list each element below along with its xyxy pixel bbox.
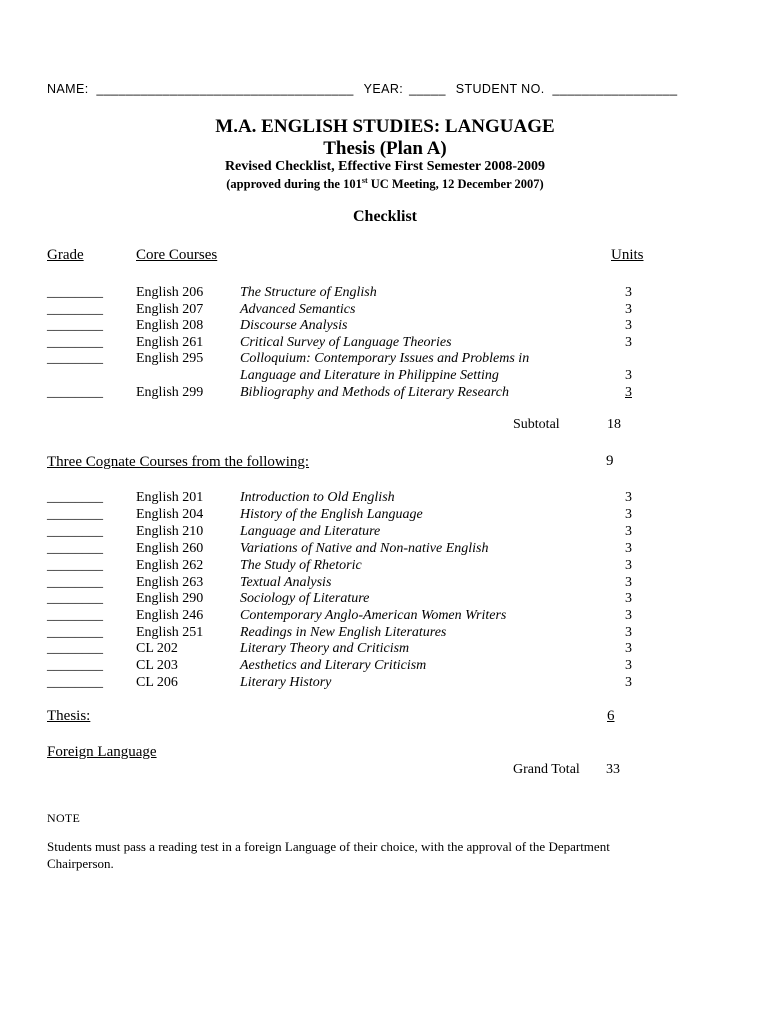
course-units: 3 [625,318,632,333]
ordinal-suffix: st [361,176,368,185]
grade-blank[interactable]: ________ [47,675,103,690]
course-title: The Study of Rhetoric [240,557,362,573]
course-code: English 208 [136,318,204,333]
course-code: English 299 [136,385,204,400]
course-code: English 246 [136,608,204,623]
course-code: English 204 [136,507,204,522]
course-code: English 207 [136,301,204,317]
grade-blank[interactable]: ________ [47,334,103,350]
course-units: 3 [625,285,632,300]
course-title: Aesthetics and Literary Criticism [240,658,427,673]
subtotal-label: Subtotal [513,417,560,432]
note-text-line1: Students must pass a reading test in a foreign Language of their choice, with the approval of the Department [47,839,610,854]
cognate-course-row [0,607,770,624]
cognate-course-row [0,640,770,657]
note-label: NOTE [47,811,81,825]
course-units: 3 [625,675,632,690]
grand-total-label: Grand Total [513,762,580,777]
course-title: Critical Survey of Language Theories [240,334,452,350]
course-units: 3 [625,625,632,640]
course-code: CL 206 [136,675,178,690]
core-courses-heading: Core Courses [136,247,218,263]
course-units: 3 [625,368,632,383]
course-title: Variations of Native and Non-native English [240,541,489,556]
cognate-course-row [0,590,770,607]
course-title: Colloquium: Contemporary Issues and Problems in [240,351,530,366]
grade-blank[interactable]: ________ [47,574,103,590]
course-title: Textual Analysis [240,574,332,590]
name-label: NAME: [47,82,89,96]
checklist-heading: Checklist [353,208,417,225]
course-title: Literary Theory and Criticism [240,641,410,656]
course-code: English 262 [136,557,204,573]
course-title: Literary History [240,675,332,690]
program-title: M.A. ENGLISH STUDIES: LANGUAGE [215,116,555,137]
grade-heading: Grade [47,247,84,263]
grade-blank[interactable]: ________ [47,351,103,366]
name-field[interactable]: ___________________________________ [96,82,354,96]
course-code: English 295 [136,351,204,366]
core-course-row [0,350,770,367]
course-code: English 260 [136,541,204,556]
thesis-units: 6 [607,708,615,724]
revision-note: Revised Checklist, Effective First Semester 2008-2009 [224,159,546,174]
course-units: 3 [625,385,632,400]
year-field[interactable]: _____ [409,82,446,96]
course-title: Bibliography and Methods of Literary Research [240,385,509,400]
course-units: 3 [625,334,632,350]
grade-blank[interactable]: ________ [47,385,103,400]
course-title: Advanced Semantics [240,301,356,317]
course-title: Language and Literature [240,524,381,539]
cognate-heading: Three Cognate Courses from the following: [47,454,310,470]
grade-blank[interactable]: ________ [47,318,103,333]
core-course-row [0,301,770,318]
course-code: English 290 [136,591,204,606]
course-code: English 261 [136,334,204,350]
cognate-course-row [0,574,770,591]
course-units: 3 [625,574,632,590]
cognate-course-row [0,489,770,506]
core-course-row [0,384,770,401]
course-units: 3 [625,591,632,606]
cognate-course-row [0,557,770,574]
course-title: Discourse Analysis [240,318,348,333]
grand-total-value: 33 [606,762,620,777]
course-code: English 206 [136,285,204,300]
course-code: English 263 [136,574,204,590]
subtotal-value: 18 [607,417,621,432]
grade-blank[interactable]: ________ [47,541,103,556]
course-code: English 251 [136,625,204,640]
course-title: Introduction to Old English [240,490,395,505]
core-course-row [0,317,770,334]
core-course-row [0,334,770,351]
course-units: 3 [625,608,632,623]
core-course-row-continued [0,367,770,384]
course-title: Readings in New English Literatures [240,625,447,640]
course-units: 3 [625,641,632,656]
plan-title: Thesis (Plan A) [323,138,447,159]
cognate-course-row [0,523,770,540]
course-code: CL 203 [136,658,178,673]
cognate-course-row [0,624,770,641]
cognate-course-row [0,674,770,691]
cognate-course-row [0,506,770,523]
course-title: Language and Literature in Philippine Setting [240,368,499,383]
student-no-label: STUDENT NO. [455,82,545,96]
grade-blank[interactable]: ________ [47,507,103,522]
course-title: Contemporary Anglo-American Women Writers [240,608,507,623]
grade-blank[interactable]: ________ [47,641,103,656]
course-units: 3 [625,557,632,573]
course-units: 3 [625,490,632,505]
student-no-field[interactable]: _________________ [552,82,678,96]
course-units: 3 [625,541,632,556]
course-title: The Structure of English [240,285,377,300]
year-label: YEAR: [363,82,404,96]
grade-blank[interactable]: ________ [47,591,103,606]
note-text-line2: Chairperson. [47,856,114,871]
thesis-label: Thesis: [47,708,91,724]
approval-note: (approved during the 101st UC Meeting, 12 December 2007) [226,176,544,192]
course-title: History of the English Language [240,507,423,522]
grade-blank[interactable]: ________ [47,285,103,300]
course-units: 3 [625,301,632,317]
cognate-course-row [0,540,770,557]
grade-blank[interactable]: ________ [47,658,103,673]
course-code: CL 202 [136,641,178,656]
course-units: 3 [625,507,632,522]
course-title: Sociology of Literature [240,591,370,606]
grade-blank[interactable]: ________ [47,625,103,640]
course-units: 3 [625,658,632,673]
grade-blank[interactable]: ________ [47,608,103,623]
cognate-course-row [0,657,770,674]
grade-blank[interactable]: ________ [47,557,103,573]
grade-blank[interactable]: ________ [47,524,103,539]
course-code: English 210 [136,524,204,539]
course-units: 3 [625,524,632,539]
cognate-units: 9 [606,453,614,469]
units-heading: Units [611,247,644,263]
course-code: English 201 [136,490,204,505]
foreign-language-label: Foreign Language [47,744,157,760]
header-line [47,82,677,96]
grade-blank[interactable]: ________ [47,301,103,317]
grade-blank[interactable]: ________ [47,490,103,505]
core-course-row [0,284,770,301]
